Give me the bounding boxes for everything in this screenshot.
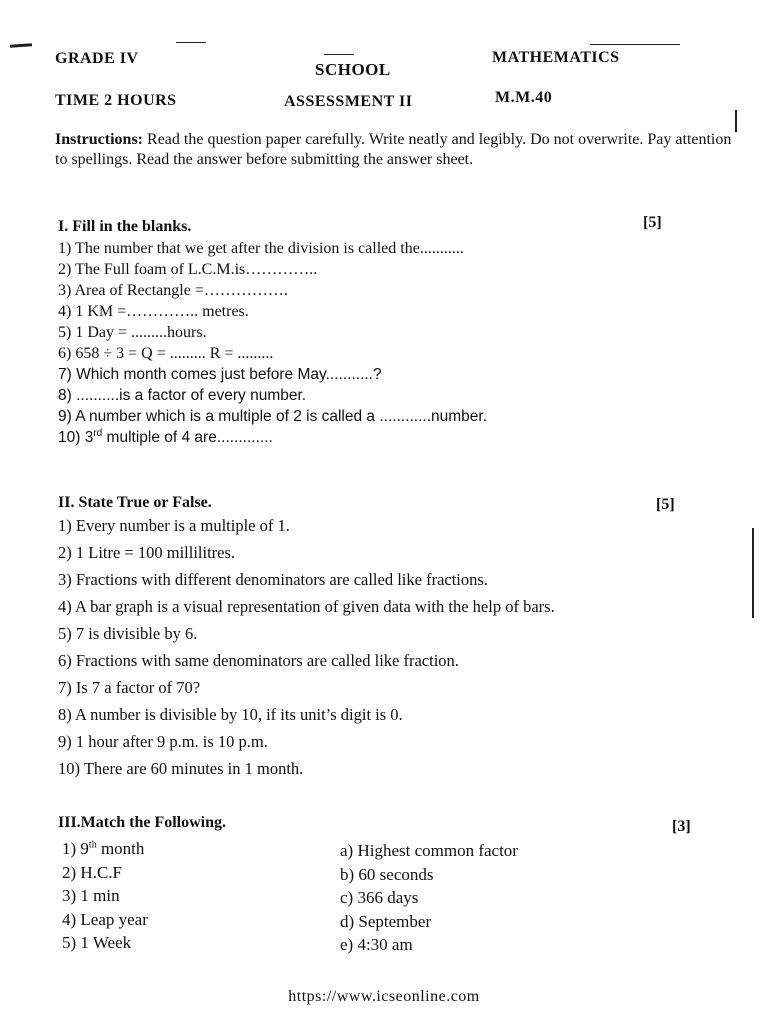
list-item: 1) The number that we get after the division is called the........... [58, 240, 464, 257]
subject-label: MATHEMATICS [492, 49, 620, 66]
instructions-text: Read the question paper carefully. Write neatly and legibly. Do not overwrite. Pay attention to spellings. Read the answer before submitting the answer sheet. [55, 131, 732, 168]
list-item: 10) There are 60 minutes in 1 month. [58, 759, 304, 778]
scan-mark [752, 528, 754, 618]
scan-mark [590, 44, 680, 45]
section-title: III.Match the Following. [58, 814, 226, 831]
list-item: 9) A number which is a multiple of 2 is called a ............number. [58, 408, 488, 425]
footer-url[interactable]: https://www.icseonline.com [288, 988, 480, 1005]
list-item: 2) The Full foam of L.C.M.is………….. [58, 261, 318, 278]
section-marks: [3] [672, 818, 691, 835]
list-item: 7) Is 7 a factor of 70? [58, 678, 201, 697]
match-left-column [62, 837, 148, 955]
list-item: 3) 1 min [62, 886, 120, 905]
list-item: 5) 1 Day = .........hours. [58, 324, 207, 341]
instructions [55, 130, 735, 170]
section-marks: [5] [643, 214, 662, 231]
match-right-column [340, 839, 518, 957]
list-item: 7) Which month comes just before May...........? [58, 366, 382, 383]
list-item: 6) Fractions with same denominators are called like fraction. [58, 651, 459, 670]
ordinal-suffix: th [88, 839, 97, 851]
list-item: e) 4:30 am [340, 935, 413, 954]
assessment-label: ASSESSMENT II [284, 93, 413, 110]
list-item: 3) Area of Rectangle =……………. [58, 282, 288, 299]
list-item: 2) H.C.F [62, 862, 122, 882]
list-item: 1) Every number is a multiple of 1. [58, 516, 290, 535]
list-item: 5) 1 Week [62, 933, 132, 952]
list-item: 9) 1 hour after 9 p.m. is 10 p.m. [58, 732, 268, 751]
list-item [58, 427, 487, 448]
scan-mark [176, 42, 206, 43]
school-label: SCHOOL [315, 60, 391, 79]
list-item [62, 837, 148, 861]
list-item: 4) A bar graph is a visual representation of given data with the help of bars. [58, 597, 555, 616]
list-item: c) 366 days [340, 888, 419, 907]
list-item: 8) A number is divisible by 10, if its unit’s digit is 0. [58, 705, 403, 724]
list-item: 3) Fractions with different denominators are called like fractions. [58, 570, 488, 589]
time-label: TIME 2 HOURS [55, 92, 177, 109]
ordinal-suffix: rd [93, 427, 103, 439]
item-text: month [96, 839, 145, 858]
fill-blanks-list [58, 238, 487, 448]
max-marks-label: M.M.40 [495, 89, 553, 106]
section-marks: [5] [656, 496, 675, 513]
item-text: 10) 3 [58, 429, 94, 446]
item-text: multiple of 4 are............. [102, 429, 273, 446]
list-item: b) 60 seconds [340, 864, 434, 884]
list-item: 6) 658 ÷ 3 = Q = ......... R = ......... [58, 345, 274, 362]
instructions-label: Instructions: [55, 131, 144, 148]
list-item: d) September [340, 911, 432, 931]
list-item: a) Highest common factor [340, 841, 518, 860]
list-item: 2) 1 Litre = 100 millilitres. [58, 543, 236, 562]
scan-mark [10, 43, 32, 48]
list-item: 5) 7 is divisible by 6. [58, 624, 198, 643]
list-item: 4) Leap year [62, 909, 148, 929]
section-title: I. Fill in the blanks. [58, 218, 192, 235]
scan-mark [735, 110, 737, 132]
list-item: 8) ..........is a factor of every number. [58, 387, 307, 404]
section-title: II. State True or False. [58, 494, 212, 511]
grade-label: GRADE IV [55, 50, 139, 67]
item-text: 1) 9 [62, 839, 89, 858]
list-item: 4) 1 KM =………….. metres. [58, 303, 249, 320]
true-false-list [58, 512, 555, 782]
scan-mark [324, 54, 354, 55]
